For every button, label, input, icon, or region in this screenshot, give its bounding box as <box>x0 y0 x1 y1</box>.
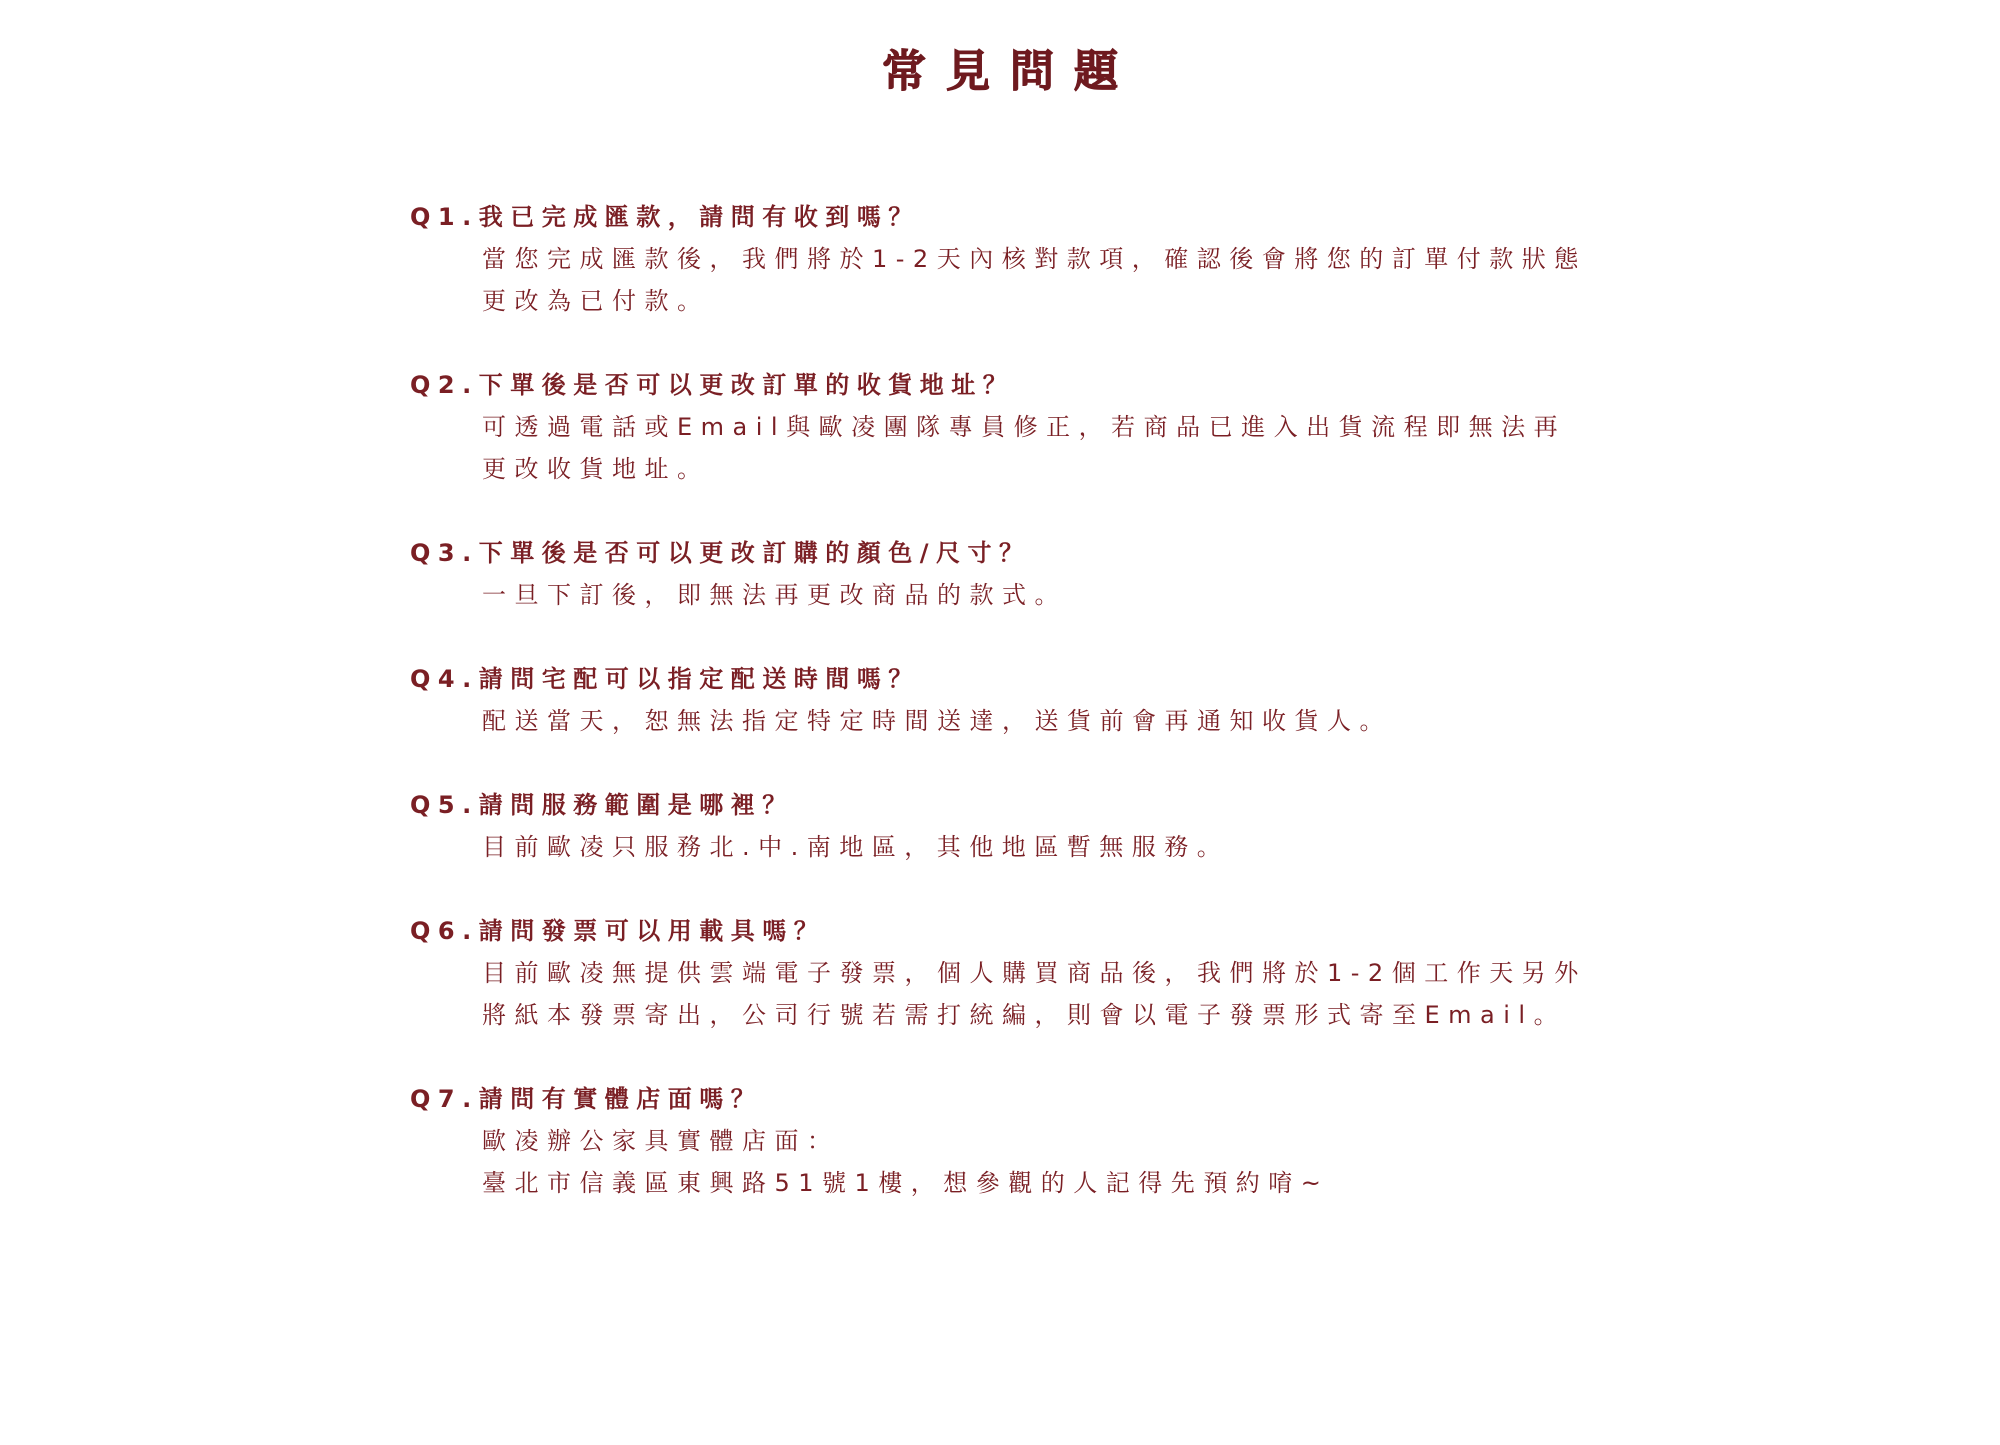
faq-answer-line: 目前歐凌無提供雲端電子發票，個人購買商品後，我們將於1-2個工作天另外 <box>482 959 1587 987</box>
faq-question: Q7.請問有實體店面嗎？ <box>410 1085 763 1113</box>
faq-question: Q6.請問發票可以用載具嗎？ <box>410 917 826 945</box>
faq-list <box>410 196 1620 1204</box>
faq-item-3 <box>410 532 1620 616</box>
faq-item-7 <box>410 1078 1620 1204</box>
faq-answer-line: 當您完成匯款後，我們將於1-2天內核對款項，確認後會將您的訂單付款狀態 <box>482 245 1587 273</box>
page-title: 常見問題 <box>882 46 1138 97</box>
faq-item-1 <box>410 196 1620 322</box>
faq-item-4 <box>410 658 1620 742</box>
faq-item-6 <box>410 910 1620 1036</box>
faq-answer-line: 更改為已付款。 <box>482 287 710 315</box>
faq-answer-line: 更改收貨地址。 <box>482 455 710 483</box>
faq-answer-line: 一旦下訂後，即無法再更改商品的款式。 <box>482 581 1067 609</box>
faq-question: Q2.下單後是否可以更改訂單的收貨地址？ <box>410 371 1015 399</box>
faq-answer-line: 配送當天，恕無法指定特定時間送達，送貨前會再通知收貨人。 <box>482 707 1392 735</box>
faq-answer-line: 歐凌辦公家具實體店面： <box>482 1127 840 1155</box>
faq-answer-line: 將紙本發票寄出，公司行號若需打統編，則會以電子發票形式寄至Email。 <box>482 1001 1567 1029</box>
faq-question: Q3.下單後是否可以更改訂購的顏色/尺寸？ <box>410 539 1031 567</box>
faq-answer-line: 目前歐凌只服務北.中.南地區，其他地區暫無服務。 <box>482 833 1230 861</box>
faq-question: Q1.我已完成匯款，請問有收到嗎？ <box>410 203 920 231</box>
faq-question: Q5.請問服務範圍是哪裡？ <box>410 791 794 819</box>
faq-item-5 <box>410 784 1620 868</box>
faq-answer-line: 可透過電話或Email與歐凌團隊專員修正，若商品已進入出貨流程即無法再 <box>482 413 1567 441</box>
faq-question: Q4.請問宅配可以指定配送時間嗎？ <box>410 665 920 693</box>
faq-answer-line: 臺北市信義區東興路51號1樓，想參觀的人記得先預約唷~ <box>482 1169 1330 1197</box>
faq-item-2 <box>410 364 1620 490</box>
